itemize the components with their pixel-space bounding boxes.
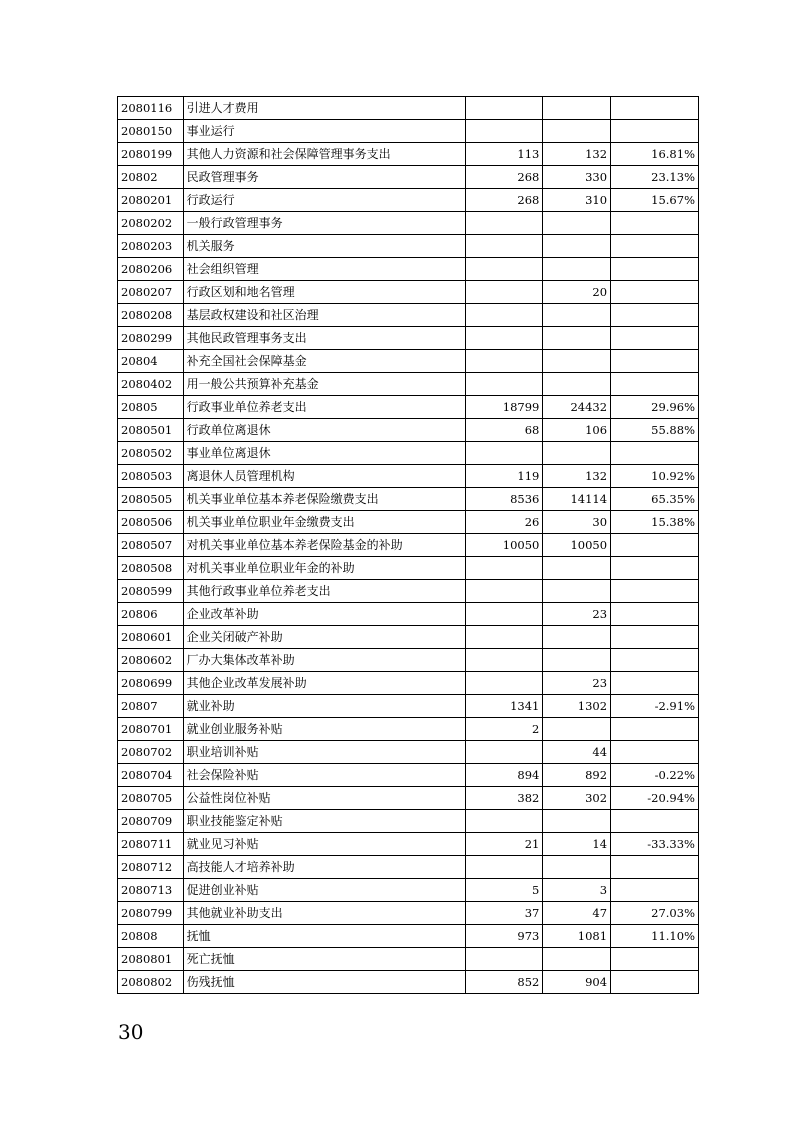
prior-amount-cell: 8536 — [465, 488, 543, 511]
current-amount-cell: 302 — [543, 787, 611, 810]
prior-amount-cell — [465, 235, 543, 258]
prior-amount-cell: 10050 — [465, 534, 543, 557]
current-amount-cell: 1302 — [543, 695, 611, 718]
subject-code-cell: 2080508 — [118, 557, 184, 580]
growth-rate-cell — [611, 856, 699, 879]
growth-rate-cell — [611, 718, 699, 741]
growth-rate-cell — [611, 373, 699, 396]
table-row — [118, 925, 699, 948]
subject-name-cell: 就业补助 — [183, 695, 465, 718]
growth-rate-cell — [611, 304, 699, 327]
subject-name-cell: 就业见习补贴 — [183, 833, 465, 856]
subject-code-cell: 2080507 — [118, 534, 184, 557]
prior-amount-cell: 37 — [465, 902, 543, 925]
subject-name-cell: 对机关事业单位职业年金的补助 — [183, 557, 465, 580]
subject-name-cell: 机关事业单位职业年金缴费支出 — [183, 511, 465, 534]
current-amount-cell — [543, 810, 611, 833]
current-amount-cell — [543, 626, 611, 649]
subject-code-cell: 20806 — [118, 603, 184, 626]
growth-rate-cell — [611, 97, 699, 120]
growth-rate-cell — [611, 442, 699, 465]
table-row — [118, 948, 699, 971]
subject-code-cell: 2080712 — [118, 856, 184, 879]
subject-name-cell: 机关服务 — [183, 235, 465, 258]
budget-table — [117, 96, 699, 994]
current-amount-cell: 20 — [543, 281, 611, 304]
current-amount-cell — [543, 350, 611, 373]
current-amount-cell: 3 — [543, 879, 611, 902]
subject-name-cell: 补充全国社会保障基金 — [183, 350, 465, 373]
subject-name-cell: 机关事业单位基本养老保险缴费支出 — [183, 488, 465, 511]
prior-amount-cell: 1341 — [465, 695, 543, 718]
prior-amount-cell — [465, 212, 543, 235]
prior-amount-cell: 21 — [465, 833, 543, 856]
current-amount-cell — [543, 580, 611, 603]
growth-rate-cell: 10.92% — [611, 465, 699, 488]
prior-amount-cell: 973 — [465, 925, 543, 948]
subject-name-cell: 其他企业改革发展补助 — [183, 672, 465, 695]
prior-amount-cell — [465, 281, 543, 304]
growth-rate-cell — [611, 879, 699, 902]
subject-name-cell: 其他人力资源和社会保障管理事务支出 — [183, 143, 465, 166]
prior-amount-cell — [465, 580, 543, 603]
subject-name-cell: 一般行政管理事务 — [183, 212, 465, 235]
prior-amount-cell: 5 — [465, 879, 543, 902]
page-number: 30 — [118, 1020, 144, 1044]
current-amount-cell: 47 — [543, 902, 611, 925]
current-amount-cell — [543, 327, 611, 350]
current-amount-cell: 310 — [543, 189, 611, 212]
subject-name-cell: 行政事业单位养老支出 — [183, 396, 465, 419]
prior-amount-cell: 268 — [465, 166, 543, 189]
growth-rate-cell — [611, 971, 699, 994]
current-amount-cell: 106 — [543, 419, 611, 442]
subject-name-cell: 职业培训补贴 — [183, 741, 465, 764]
prior-amount-cell — [465, 626, 543, 649]
subject-code-cell: 2080701 — [118, 718, 184, 741]
table-row — [118, 649, 699, 672]
table-row — [118, 810, 699, 833]
subject-code-cell: 2080506 — [118, 511, 184, 534]
subject-name-cell: 行政单位离退休 — [183, 419, 465, 442]
prior-amount-cell — [465, 327, 543, 350]
table-row — [118, 603, 699, 626]
current-amount-cell: 30 — [543, 511, 611, 534]
subject-name-cell: 行政区划和地名管理 — [183, 281, 465, 304]
table-row — [118, 534, 699, 557]
prior-amount-cell — [465, 856, 543, 879]
current-amount-cell — [543, 235, 611, 258]
subject-name-cell: 引进人才费用 — [183, 97, 465, 120]
subject-name-cell: 职业技能鉴定补贴 — [183, 810, 465, 833]
subject-code-cell: 2080599 — [118, 580, 184, 603]
prior-amount-cell: 382 — [465, 787, 543, 810]
subject-code-cell: 2080150 — [118, 120, 184, 143]
table-row — [118, 281, 699, 304]
growth-rate-cell — [611, 281, 699, 304]
current-amount-cell: 1081 — [543, 925, 611, 948]
prior-amount-cell — [465, 741, 543, 764]
growth-rate-cell — [611, 948, 699, 971]
table-row — [118, 488, 699, 511]
prior-amount-cell — [465, 304, 543, 327]
current-amount-cell — [543, 856, 611, 879]
table-row — [118, 718, 699, 741]
subject-code-cell: 2080505 — [118, 488, 184, 511]
table-row — [118, 419, 699, 442]
subject-code-cell: 20807 — [118, 695, 184, 718]
table-row — [118, 557, 699, 580]
growth-rate-cell — [611, 672, 699, 695]
current-amount-cell: 44 — [543, 741, 611, 764]
subject-code-cell: 2080705 — [118, 787, 184, 810]
current-amount-cell — [543, 304, 611, 327]
growth-rate-cell: 55.88% — [611, 419, 699, 442]
subject-name-cell: 促进创业补贴 — [183, 879, 465, 902]
table-row — [118, 442, 699, 465]
table-row — [118, 97, 699, 120]
current-amount-cell: 23 — [543, 672, 611, 695]
table-row — [118, 626, 699, 649]
subject-code-cell: 2080799 — [118, 902, 184, 925]
subject-code-cell: 2080208 — [118, 304, 184, 327]
current-amount-cell: 10050 — [543, 534, 611, 557]
subject-name-cell: 其他行政事业单位养老支出 — [183, 580, 465, 603]
prior-amount-cell: 68 — [465, 419, 543, 442]
prior-amount-cell: 113 — [465, 143, 543, 166]
prior-amount-cell: 268 — [465, 189, 543, 212]
growth-rate-cell — [611, 235, 699, 258]
subject-name-cell: 就业创业服务补贴 — [183, 718, 465, 741]
prior-amount-cell — [465, 258, 543, 281]
table-row — [118, 350, 699, 373]
current-amount-cell: 14 — [543, 833, 611, 856]
growth-rate-cell — [611, 557, 699, 580]
subject-name-cell: 用一般公共预算补充基金 — [183, 373, 465, 396]
subject-code-cell: 2080203 — [118, 235, 184, 258]
table-row — [118, 189, 699, 212]
growth-rate-cell — [611, 810, 699, 833]
subject-code-cell: 2080709 — [118, 810, 184, 833]
prior-amount-cell — [465, 350, 543, 373]
prior-amount-cell — [465, 672, 543, 695]
subject-name-cell: 社会组织管理 — [183, 258, 465, 281]
growth-rate-cell: 16.81% — [611, 143, 699, 166]
subject-name-cell: 事业单位离退休 — [183, 442, 465, 465]
growth-rate-cell — [611, 741, 699, 764]
current-amount-cell: 23 — [543, 603, 611, 626]
table-row — [118, 396, 699, 419]
growth-rate-cell — [611, 258, 699, 281]
current-amount-cell — [543, 120, 611, 143]
current-amount-cell — [543, 718, 611, 741]
subject-name-cell: 行政运行 — [183, 189, 465, 212]
growth-rate-cell — [611, 580, 699, 603]
prior-amount-cell: 119 — [465, 465, 543, 488]
table-row — [118, 764, 699, 787]
table-row — [118, 235, 699, 258]
growth-rate-cell: 15.67% — [611, 189, 699, 212]
table-row — [118, 833, 699, 856]
table-row — [118, 212, 699, 235]
subject-code-cell: 2080502 — [118, 442, 184, 465]
prior-amount-cell: 26 — [465, 511, 543, 534]
prior-amount-cell — [465, 373, 543, 396]
subject-code-cell: 20804 — [118, 350, 184, 373]
subject-name-cell: 事业运行 — [183, 120, 465, 143]
subject-code-cell: 2080402 — [118, 373, 184, 396]
current-amount-cell: 132 — [543, 465, 611, 488]
subject-code-cell: 2080207 — [118, 281, 184, 304]
subject-code-cell: 2080501 — [118, 419, 184, 442]
growth-rate-cell: -0.22% — [611, 764, 699, 787]
table-row — [118, 304, 699, 327]
subject-code-cell: 2080802 — [118, 971, 184, 994]
subject-code-cell: 2080801 — [118, 948, 184, 971]
table-row — [118, 902, 699, 925]
subject-code-cell: 2080201 — [118, 189, 184, 212]
growth-rate-cell: 29.96% — [611, 396, 699, 419]
subject-name-cell: 社会保险补贴 — [183, 764, 465, 787]
growth-rate-cell: -33.33% — [611, 833, 699, 856]
subject-code-cell: 20808 — [118, 925, 184, 948]
subject-code-cell: 2080202 — [118, 212, 184, 235]
subject-code-cell: 2080503 — [118, 465, 184, 488]
table-row — [118, 672, 699, 695]
subject-code-cell: 20802 — [118, 166, 184, 189]
subject-name-cell: 抚恤 — [183, 925, 465, 948]
prior-amount-cell: 2 — [465, 718, 543, 741]
table-row — [118, 373, 699, 396]
table-row — [118, 258, 699, 281]
table-row — [118, 879, 699, 902]
prior-amount-cell — [465, 948, 543, 971]
growth-rate-cell: 65.35% — [611, 488, 699, 511]
subject-code-cell: 2080601 — [118, 626, 184, 649]
subject-name-cell: 对机关事业单位基本养老保险基金的补助 — [183, 534, 465, 557]
growth-rate-cell: -20.94% — [611, 787, 699, 810]
prior-amount-cell — [465, 97, 543, 120]
subject-name-cell: 民政管理事务 — [183, 166, 465, 189]
subject-name-cell: 其他就业补助支出 — [183, 902, 465, 925]
growth-rate-cell: 23.13% — [611, 166, 699, 189]
growth-rate-cell — [611, 534, 699, 557]
table-row — [118, 787, 699, 810]
subject-code-cell: 2080602 — [118, 649, 184, 672]
table-row — [118, 741, 699, 764]
table-row — [118, 511, 699, 534]
growth-rate-cell: -2.91% — [611, 695, 699, 718]
subject-code-cell: 2080699 — [118, 672, 184, 695]
current-amount-cell: 132 — [543, 143, 611, 166]
subject-code-cell: 2080199 — [118, 143, 184, 166]
subject-name-cell: 死亡抚恤 — [183, 948, 465, 971]
growth-rate-cell — [611, 649, 699, 672]
subject-code-cell: 2080702 — [118, 741, 184, 764]
prior-amount-cell — [465, 442, 543, 465]
prior-amount-cell — [465, 557, 543, 580]
current-amount-cell — [543, 212, 611, 235]
growth-rate-cell — [611, 350, 699, 373]
prior-amount-cell — [465, 603, 543, 626]
growth-rate-cell: 11.10% — [611, 925, 699, 948]
current-amount-cell — [543, 649, 611, 672]
subject-name-cell: 公益性岗位补贴 — [183, 787, 465, 810]
table-row — [118, 971, 699, 994]
growth-rate-cell — [611, 626, 699, 649]
current-amount-cell: 24432 — [543, 396, 611, 419]
table-row — [118, 465, 699, 488]
current-amount-cell: 904 — [543, 971, 611, 994]
growth-rate-cell: 27.03% — [611, 902, 699, 925]
growth-rate-cell — [611, 327, 699, 350]
subject-name-cell: 离退休人员管理机构 — [183, 465, 465, 488]
subject-code-cell: 2080206 — [118, 258, 184, 281]
subject-code-cell: 2080704 — [118, 764, 184, 787]
subject-code-cell: 2080116 — [118, 97, 184, 120]
current-amount-cell — [543, 557, 611, 580]
growth-rate-cell — [611, 603, 699, 626]
table-row — [118, 856, 699, 879]
subject-code-cell: 2080713 — [118, 879, 184, 902]
prior-amount-cell — [465, 649, 543, 672]
growth-rate-cell — [611, 120, 699, 143]
growth-rate-cell: 15.38% — [611, 511, 699, 534]
prior-amount-cell — [465, 120, 543, 143]
subject-name-cell: 企业关闭破产补助 — [183, 626, 465, 649]
subject-name-cell: 基层政权建设和社区治理 — [183, 304, 465, 327]
subject-name-cell: 厂办大集体改革补助 — [183, 649, 465, 672]
table-row — [118, 695, 699, 718]
table-row — [118, 580, 699, 603]
current-amount-cell — [543, 258, 611, 281]
subject-code-cell: 2080711 — [118, 833, 184, 856]
current-amount-cell: 892 — [543, 764, 611, 787]
table-row — [118, 120, 699, 143]
prior-amount-cell: 852 — [465, 971, 543, 994]
table-row — [118, 143, 699, 166]
subject-name-cell: 高技能人才培养补助 — [183, 856, 465, 879]
subject-name-cell: 其他民政管理事务支出 — [183, 327, 465, 350]
subject-name-cell: 伤残抚恤 — [183, 971, 465, 994]
table-row — [118, 327, 699, 350]
current-amount-cell: 14114 — [543, 488, 611, 511]
current-amount-cell — [543, 373, 611, 396]
budget-table-body — [118, 97, 699, 994]
prior-amount-cell: 894 — [465, 764, 543, 787]
table-row — [118, 166, 699, 189]
subject-code-cell: 2080299 — [118, 327, 184, 350]
subject-code-cell: 20805 — [118, 396, 184, 419]
current-amount-cell — [543, 442, 611, 465]
prior-amount-cell — [465, 810, 543, 833]
current-amount-cell — [543, 948, 611, 971]
current-amount-cell — [543, 97, 611, 120]
growth-rate-cell — [611, 212, 699, 235]
subject-name-cell: 企业改革补助 — [183, 603, 465, 626]
prior-amount-cell: 18799 — [465, 396, 543, 419]
current-amount-cell: 330 — [543, 166, 611, 189]
